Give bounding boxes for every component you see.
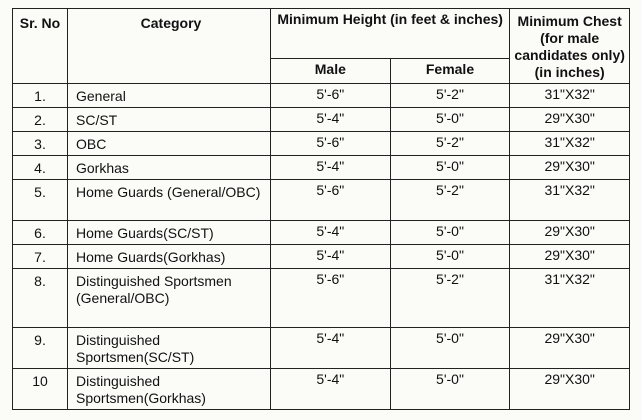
row-height-female: 5'-0" bbox=[390, 221, 510, 245]
header-female: Female bbox=[390, 58, 510, 83]
row-chest: 29"X30" bbox=[510, 108, 630, 132]
row-category: Distinguished Sportsmen(SC/ST) bbox=[68, 328, 271, 369]
row-chest: 29"X30" bbox=[510, 245, 630, 269]
table-row bbox=[13, 269, 630, 328]
row-chest: 29"X30" bbox=[510, 369, 630, 410]
table-row bbox=[13, 180, 630, 221]
header-min-chest: Minimum Chest (for male candidates only) (in inches) bbox=[510, 9, 630, 84]
row-height-male: 5'-4" bbox=[271, 245, 391, 269]
row-chest: 29"X30" bbox=[510, 221, 630, 245]
row-height-female: 5'-0" bbox=[390, 156, 510, 180]
row-chest: 29"X30" bbox=[510, 156, 630, 180]
row-category: Home Guards(Gorkhas) bbox=[68, 245, 271, 269]
table-row bbox=[13, 132, 630, 156]
row-category: OBC bbox=[68, 132, 271, 156]
row-height-male: 5'-6" bbox=[271, 269, 391, 328]
row-category: Gorkhas bbox=[68, 156, 271, 180]
row-height-male: 5'-4" bbox=[271, 369, 391, 410]
row-number: 6. bbox=[13, 221, 68, 245]
row-height-female: 5'-0" bbox=[390, 369, 510, 410]
row-height-female: 5'-2" bbox=[390, 180, 510, 221]
row-height-female: 5'-2" bbox=[390, 269, 510, 328]
row-number: 3. bbox=[13, 132, 68, 156]
row-height-female: 5'-2" bbox=[390, 84, 510, 108]
table-row bbox=[13, 84, 630, 108]
table-row bbox=[13, 369, 630, 410]
table-row bbox=[13, 108, 630, 132]
row-chest: 31"X32" bbox=[510, 269, 630, 328]
row-height-female: 5'-2" bbox=[390, 132, 510, 156]
row-number: 2. bbox=[13, 108, 68, 132]
row-height-female: 5'-0" bbox=[390, 328, 510, 369]
row-number: 4. bbox=[13, 156, 68, 180]
row-number: 5. bbox=[13, 180, 68, 221]
header-category: Category bbox=[68, 9, 271, 84]
row-chest: 31"X32" bbox=[510, 132, 630, 156]
row-number: 9. bbox=[13, 328, 68, 369]
document-page bbox=[12, 8, 630, 410]
row-height-male: 5'-4" bbox=[271, 108, 391, 132]
row-category: Home Guards (General/OBC) bbox=[68, 180, 271, 221]
row-height-female: 5'-0" bbox=[390, 108, 510, 132]
row-category: Distinguished Sportsmen (General/OBC) bbox=[68, 269, 271, 328]
row-height-male: 5'-4" bbox=[271, 221, 391, 245]
row-number: 8. bbox=[13, 269, 68, 328]
row-height-female: 5'-0" bbox=[390, 245, 510, 269]
row-number: 1. bbox=[13, 84, 68, 108]
eligibility-table bbox=[12, 8, 630, 410]
table-row bbox=[13, 328, 630, 369]
row-number: 7. bbox=[13, 245, 68, 269]
row-category: General bbox=[68, 84, 271, 108]
row-number: 10 bbox=[13, 369, 68, 410]
header-sr-no: Sr. No bbox=[13, 9, 68, 84]
row-chest: 31"X32" bbox=[510, 84, 630, 108]
row-chest: 29"X30" bbox=[510, 328, 630, 369]
row-height-male: 5'-6" bbox=[271, 180, 391, 221]
row-category: Distinguished Sportsmen(Gorkhas) bbox=[68, 369, 271, 410]
row-height-male: 5'-6" bbox=[271, 84, 391, 108]
header-male: Male bbox=[271, 58, 391, 83]
row-chest: 31"X32" bbox=[510, 180, 630, 221]
table-row bbox=[13, 156, 630, 180]
header-min-height: Minimum Height (in feet & inches) bbox=[271, 9, 510, 59]
row-category: Home Guards(SC/ST) bbox=[68, 221, 271, 245]
row-height-male: 5'-6" bbox=[271, 132, 391, 156]
table-row bbox=[13, 245, 630, 269]
table-header-row bbox=[13, 9, 630, 59]
table-row bbox=[13, 221, 630, 245]
row-height-male: 5'-4" bbox=[271, 156, 391, 180]
row-height-male: 5'-4" bbox=[271, 328, 391, 369]
row-category: SC/ST bbox=[68, 108, 271, 132]
